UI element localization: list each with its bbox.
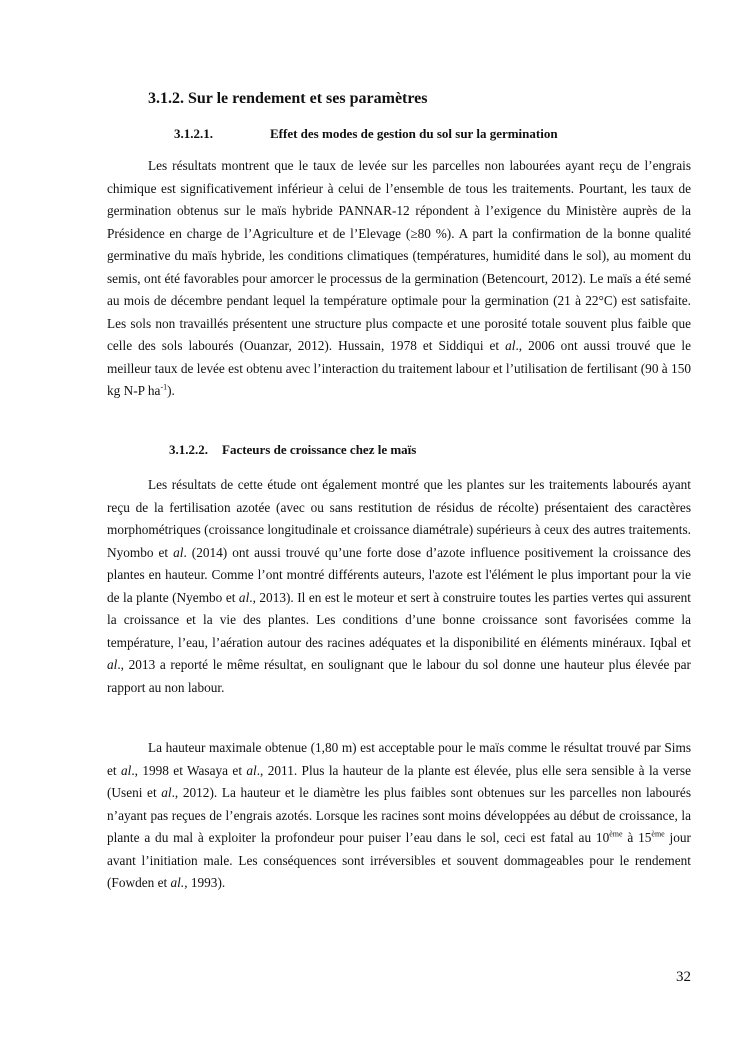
paragraph-text: Les résultats montrent que le taux de levée sur les parcelles non labourées ayant reçu de l’engrais chimique est significativement inférieur à celui de l’ensemble de tous les traitements. Pourtant, les taux de germination obtenus sur le maïs hybride PANNAR-12 répondent à l’exigence du Ministère auprès de la Présidence en charge de l’Agriculture et de l’Elevage (≥80 %). A part la confirmation de la bonne qualité germinative du maïs hybride, les conditions climatiques (températures, humidité dans le sol), au moment du semis, ont été favorables pour amorcer le processus de la germination (Betencourt, 2012). Le maïs a été semé au mois de décembre pendant lequel la température optimale pour la germination (21 à 22°C) est satisfaite. Les sols non travaillés présentent une structure plus compacte et une porosité totale souvent plus faible que celle des sols labourés (Ouanzar, 2012). Hussain, 1978 et Siddiqui et: [107, 158, 691, 353]
paragraph-text: ., 2013 a reporté le même résultat, en soulignant que le labour du sol donne une hauteur plus élevée par rapport au non labour.: [107, 657, 691, 695]
subsection-number: 3.1.2.1.: [174, 126, 213, 141]
italic-al: al: [505, 338, 516, 353]
paragraph-croissance: [107, 474, 691, 699]
paragraph-germination: [107, 155, 691, 403]
paragraph-text: à 15: [622, 830, 652, 845]
paragraph-text: ., 1998 et Wasaya et: [131, 762, 247, 778]
paragraph-text: Les résultats de cette étude ont également montré que les plantes sur les traitements labourés ayant reçu de la fertilisation azotée (avec ou sans restitution de résidus de récolte) présentaient des caractères morphométriques (croissance longitudinale et croissance diamétrale) supérieurs à ceux des autres traitements. Nyombo et: [107, 477, 691, 560]
subsection-heading-croissance: [169, 442, 416, 458]
paragraph-text: ., 2006 ont aussi trouvé que le meilleur taux de levée est obtenu avec l’interaction du traitement labour et l’utilisation de fertilisant (90 à 150 kg N-P ha: [107, 338, 691, 398]
superscript: ème: [609, 829, 623, 839]
paragraph-text: ., 2013). Il en est le moteur et sert à construire toutes les parties vertes qui assurent la croissance et la vie des plantes. Les conditions d’une bonne croissance sont favorisées comme la température, l’eau, l’aération autour des racines adéquates et la disponibilité en éléments minéraux. Iqbal et: [107, 589, 691, 650]
paragraph-hauteur: [107, 737, 691, 895]
italic-al: al: [120, 762, 132, 778]
paragraph-text: , 1993).: [184, 875, 226, 890]
italic-al: al: [246, 762, 257, 778]
italic-al: al: [161, 785, 172, 800]
subsection-heading-germination: [174, 126, 558, 142]
paragraph-text: ., 2012). La hauteur et le diamètre les plus faibles sont obtenues sur les parcelles non labourés n’ayant pas reçues de l’engrais azotés. Lorsque les racines sont moins développées au début de croissance, la plante a du mal à exploiter la profondeur pour puiser l’eau dans le sol, ceci est fatal au 10: [107, 785, 691, 845]
superscript: ème: [651, 829, 665, 839]
superscript: -1: [160, 382, 168, 392]
italic-al: al: [238, 589, 250, 605]
paragraph-text: jour avant l’initiation male. Les conséquences sont irréversibles et souvent dommageables pour le rendement (Fowden et: [107, 830, 691, 890]
section-heading: 3.1.2. Sur le rendement et ses paramètres: [148, 90, 428, 107]
paragraph-text: . (2014) ont aussi trouvé qu’une forte dose d’azote influence positivement la croissance des plantes en hauteur. Comme l’ont montré différents auteurs, l'azote est l'élément le plus important pour la vie de la plante (Nyembo et: [107, 544, 691, 605]
italic-al: al.: [170, 875, 185, 890]
paragraph-text: ., 2011. Plus la hauteur de la plante est élevée, plus elle sera sensible à la verse (Useni et: [107, 762, 691, 800]
italic-al: al: [173, 544, 184, 560]
italic-al: al: [107, 657, 118, 672]
subsection-title: Effet des modes de gestion du sol sur la germination: [270, 126, 558, 141]
page-number: 32: [676, 969, 691, 985]
subsection-title: Facteurs de croissance chez le maïs: [222, 442, 417, 457]
paragraph-text: ).: [167, 383, 175, 398]
subsection-number: 3.1.2.2.: [169, 442, 208, 457]
paragraph-text: La hauteur maximale obtenue (1,80 m) est acceptable pour le maïs comme le résultat trouvé par Sims et: [107, 740, 691, 778]
